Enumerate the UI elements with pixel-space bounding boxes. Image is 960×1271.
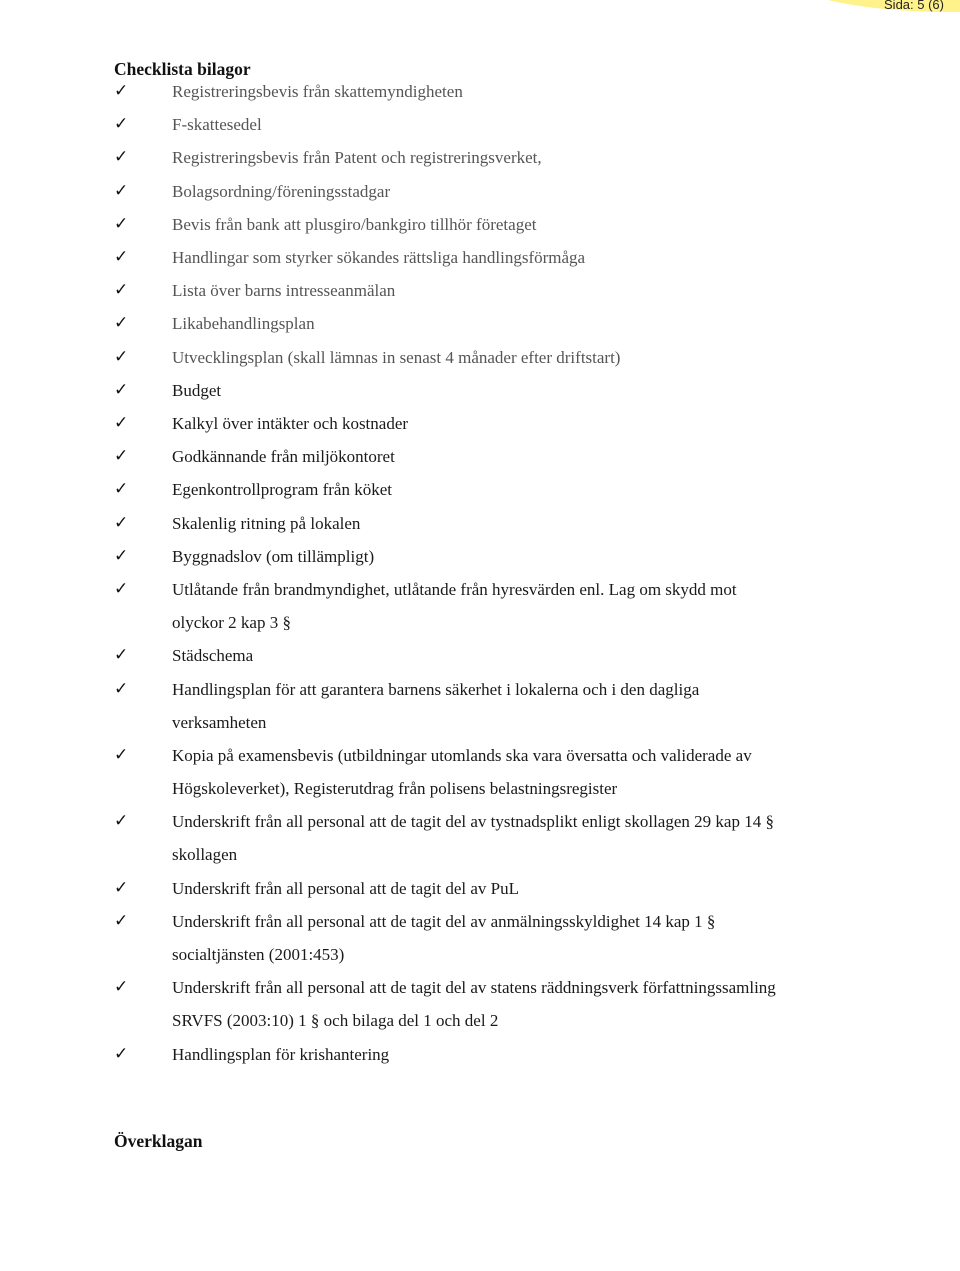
- checklist-item-text: socialtjänsten (2001:453): [172, 945, 345, 964]
- checklist-item: [114, 341, 854, 374]
- checklist-item-text: Bolagsordning/föreningsstadgar: [172, 181, 391, 201]
- appeal-heading: Överklagan: [114, 1131, 203, 1151]
- checkmark-icon: ✓: [114, 180, 129, 201]
- checklist-heading: Checklista bilagor: [114, 59, 251, 79]
- checkmark-icon: ✓: [114, 678, 129, 699]
- checklist-item-text: Utlåtande från brandmyndighet, utlåtande från hyresvärden enl. Lag om skydd mot: [172, 580, 737, 599]
- checkmark-icon: ✓: [114, 745, 129, 765]
- checklist-item: [114, 108, 854, 141]
- checkmark-icon: ✓: [114, 645, 129, 666]
- checklist-item: [114, 175, 854, 208]
- checkmark-icon: ✓: [114, 247, 129, 267]
- checklist-item-text: skollagen: [172, 845, 238, 865]
- checklist-item: [114, 307, 854, 340]
- checklist-item-text: Egenkontrollprogram från köket: [172, 480, 392, 500]
- checklist-item: [114, 440, 854, 473]
- checkmark-icon: ✓: [114, 446, 129, 467]
- checklist-item: [114, 241, 854, 274]
- checklist-item: [114, 805, 854, 871]
- checklist-item-text: Lista över barns intresseanmälan: [172, 281, 396, 301]
- checkmark-icon: ✓: [114, 479, 129, 500]
- checkmark-icon: ✓: [114, 545, 129, 566]
- checkmark-icon: ✓: [114, 977, 129, 998]
- checkmark-icon: ✓: [114, 213, 129, 234]
- checklist-item: [114, 905, 854, 971]
- checklist-item-text: Likabehandlingsplan: [172, 314, 315, 334]
- checklist-item-text: Underskrift från all personal att de tagit del av PuL: [172, 878, 519, 898]
- checkmark-icon: ✓: [114, 147, 129, 168]
- checklist-item: [114, 407, 854, 440]
- checkmark-icon: ✓: [114, 413, 129, 433]
- checklist-item: [114, 971, 854, 1037]
- checklist-item: [114, 573, 854, 639]
- checkmark-icon: ✓: [114, 512, 129, 533]
- checklist-item: [114, 507, 854, 540]
- checklist-item-text: Högskoleverket), Registerutdrag från polisens belastningsregister: [172, 779, 618, 798]
- checklist-item: [114, 208, 854, 241]
- checklist-item: [114, 374, 854, 407]
- checklist-item: [114, 1038, 854, 1071]
- checkmark-icon: ✓: [114, 313, 129, 334]
- checklist-item-text: Bevis från bank att plusgiro/bankgiro tillhör företaget: [172, 214, 537, 234]
- checklist-item-text: Byggnadslov (om tillämpligt): [172, 546, 375, 566]
- checkmark-icon: ✓: [114, 1043, 129, 1064]
- checklist-item-text: Städschema: [172, 646, 254, 666]
- checklist-item-text: Utvecklingsplan (skall lämnas in senast 4 månader efter driftstart): [172, 347, 621, 367]
- checkmark-icon: ✓: [114, 877, 129, 898]
- checklist-item-text: F-skattesedel: [172, 115, 262, 135]
- checklist-item: [114, 540, 854, 573]
- checklist-item: [114, 274, 854, 307]
- checkmark-icon: ✓: [114, 81, 129, 101]
- checklist-item: [114, 872, 854, 905]
- checklist-item-text: Underskrift från all personal att de tagit del av tystnadsplikt enligt skollagen 29 kap 14 §: [172, 812, 774, 832]
- checklist-item-text: Registreringsbevis från Patent och registreringsverket,: [172, 148, 542, 168]
- checkmark-icon: ✓: [114, 114, 129, 135]
- checklist-item: [114, 473, 854, 506]
- page-number: Sida: 5 (6): [884, 0, 944, 12]
- checklist-item-text: Handlingar som styrker sökandes rättsliga handlingsförmåga: [172, 248, 586, 267]
- checklist-item-text: Handlingsplan för att garantera barnens säkerhet i lokalerna och i den dagliga: [172, 679, 700, 699]
- checklist-item-text: Underskrift från all personal att de tagit del av anmälningsskyldighet 14 kap 1 §: [172, 912, 716, 931]
- checklist-item-text: Registreringsbevis från skattemyndigheten: [172, 82, 463, 101]
- checklist-item-text: Godkännande från miljökontoret: [172, 447, 395, 467]
- checklist-item: [114, 141, 854, 174]
- checklist-item-text: Handlingsplan för krishantering: [172, 1044, 390, 1064]
- checkmark-icon: ✓: [114, 280, 129, 301]
- checkmark-icon: ✓: [114, 579, 129, 599]
- checkmark-icon: ✓: [114, 379, 129, 400]
- checklist-item-text: Underskrift från all personal att de tagit del av statens räddningsverk författningssamling: [172, 978, 776, 998]
- checklist-item-text: Kalkyl över intäkter och kostnader: [172, 414, 409, 433]
- checklist-item-text: SRVFS (2003:10) 1 § och bilaga del 1 och del 2: [172, 1011, 499, 1031]
- checklist-item-text: Kopia på examensbevis (utbildningar utomlands ska vara översatta och validerade av: [172, 746, 752, 765]
- checklist-item-text: verksamheten: [172, 712, 267, 732]
- checklist-item: [114, 739, 854, 805]
- checklist-item-text: Skalenlig ritning på lokalen: [172, 513, 361, 533]
- checkmark-icon: ✓: [114, 811, 129, 832]
- checklist-item: [114, 673, 854, 739]
- checklist-item: [114, 75, 854, 108]
- checkmark-icon: ✓: [114, 346, 129, 367]
- checklist-item-text: olyckor 2 kap 3 §: [172, 613, 291, 632]
- checkmark-icon: ✓: [114, 911, 129, 931]
- checklist-item: [114, 639, 854, 672]
- checklist-item-text: Budget: [172, 380, 222, 400]
